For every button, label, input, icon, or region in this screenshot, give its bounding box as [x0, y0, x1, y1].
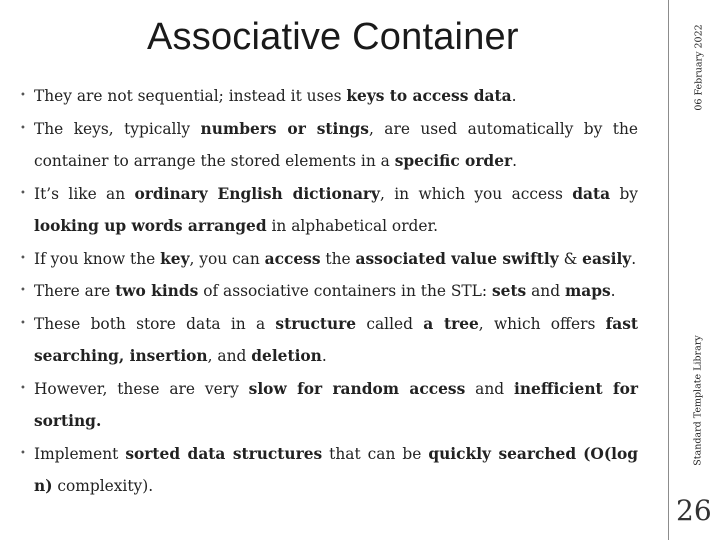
bullet-item [20, 113, 638, 178]
bullet-emphasis: keys to access data [346, 87, 512, 105]
bullet-dot-icon: • [20, 317, 26, 329]
bullet-text: the [320, 249, 356, 268]
bullet-text: and [465, 379, 514, 398]
bullet-emphasis: access [264, 249, 321, 268]
bullet-text: Implement [34, 444, 126, 463]
bullet-text: . [631, 249, 637, 268]
bullet-emphasis: sets [491, 282, 527, 300]
bullet-emphasis: sorted data structures [125, 444, 323, 463]
bullet-text: of associative containers in the STL: [198, 282, 492, 300]
bullet-text: However, these are very [34, 379, 249, 398]
bullet-emphasis: inefficient for sorting. [34, 379, 638, 430]
bullet-text: called [356, 314, 424, 333]
bullet-text: that can be [322, 444, 429, 463]
bullet-list [20, 80, 638, 503]
page-number: 26 [676, 494, 712, 527]
bullet-text: They are not sequential; instead it uses [34, 87, 347, 105]
bullet-text: . [321, 347, 327, 365]
bullet-text: , which offers [478, 314, 606, 333]
bullet-text: . [610, 282, 616, 300]
bullet-item [20, 308, 638, 373]
bullet-dot-icon: • [20, 90, 26, 101]
slide-date: 06 February 2022 [693, 24, 705, 111]
bullet-emphasis: key [160, 249, 190, 268]
bullet-emphasis: looking up words arranged [34, 217, 267, 235]
bullet-text: If you know the [34, 249, 161, 268]
bullet-dot-icon: • [20, 285, 26, 296]
bullet-dot-icon: • [20, 382, 26, 394]
bullet-emphasis: (O(log n) [34, 444, 638, 495]
bullet-emphasis: specific order [394, 152, 513, 170]
bullet-emphasis: fast searching, insertion [34, 314, 638, 365]
bullet-text: These both store data in a [34, 314, 276, 333]
bullet-text: There are [34, 282, 116, 300]
bullet-text: and [526, 282, 565, 300]
bullet-emphasis: easily [582, 249, 632, 268]
bullet-emphasis: data [572, 184, 611, 203]
bullet-text: , in which you access [380, 184, 573, 203]
bullet-emphasis: numbers or stings [200, 119, 369, 138]
bullet-item [20, 178, 638, 243]
slide-subject: Standard Template Library [692, 335, 704, 466]
bullet-text: & [558, 249, 583, 268]
bullet-dot-icon: • [20, 187, 26, 199]
bullet-emphasis: deletion [251, 347, 322, 365]
bullet-emphasis: maps [564, 282, 611, 300]
bullet-text: , and [207, 347, 252, 365]
bullet-text: . [511, 87, 517, 105]
bullet-item [20, 438, 638, 503]
bullet-text: The keys, typically [34, 119, 201, 138]
bullet-emphasis: associated value swiftly [355, 249, 559, 268]
bullet-emphasis: quickly searched [428, 444, 577, 463]
bullet-item [20, 373, 638, 438]
bullet-item [20, 275, 638, 308]
bullet-text: . [512, 152, 518, 170]
bullet-dot-icon: • [20, 122, 26, 134]
bullet-text: , you can [189, 249, 265, 268]
bullet-emphasis: a tree [423, 314, 479, 333]
vertical-divider [668, 0, 669, 540]
slide-title: Associative Container [147, 16, 519, 58]
bullet-emphasis: structure [275, 314, 357, 333]
bullet-item [20, 80, 638, 113]
bullet-emphasis: two kinds [115, 282, 199, 300]
bullet-text: It’s like an [34, 184, 135, 203]
bullet-emphasis: slow for random access [248, 379, 466, 398]
bullet-text: complexity). [52, 477, 154, 495]
bullet-emphasis: ordinary English dictionary [134, 184, 380, 203]
bullet-text: , are used automatically by the container to arrange the stored elements in a [34, 119, 638, 170]
bullet-text: in alphabetical order. [266, 217, 439, 235]
bullet-dot-icon: • [20, 447, 26, 459]
bullet-text: by [610, 184, 638, 203]
bullet-item [20, 243, 638, 276]
bullet-dot-icon: • [20, 252, 26, 264]
